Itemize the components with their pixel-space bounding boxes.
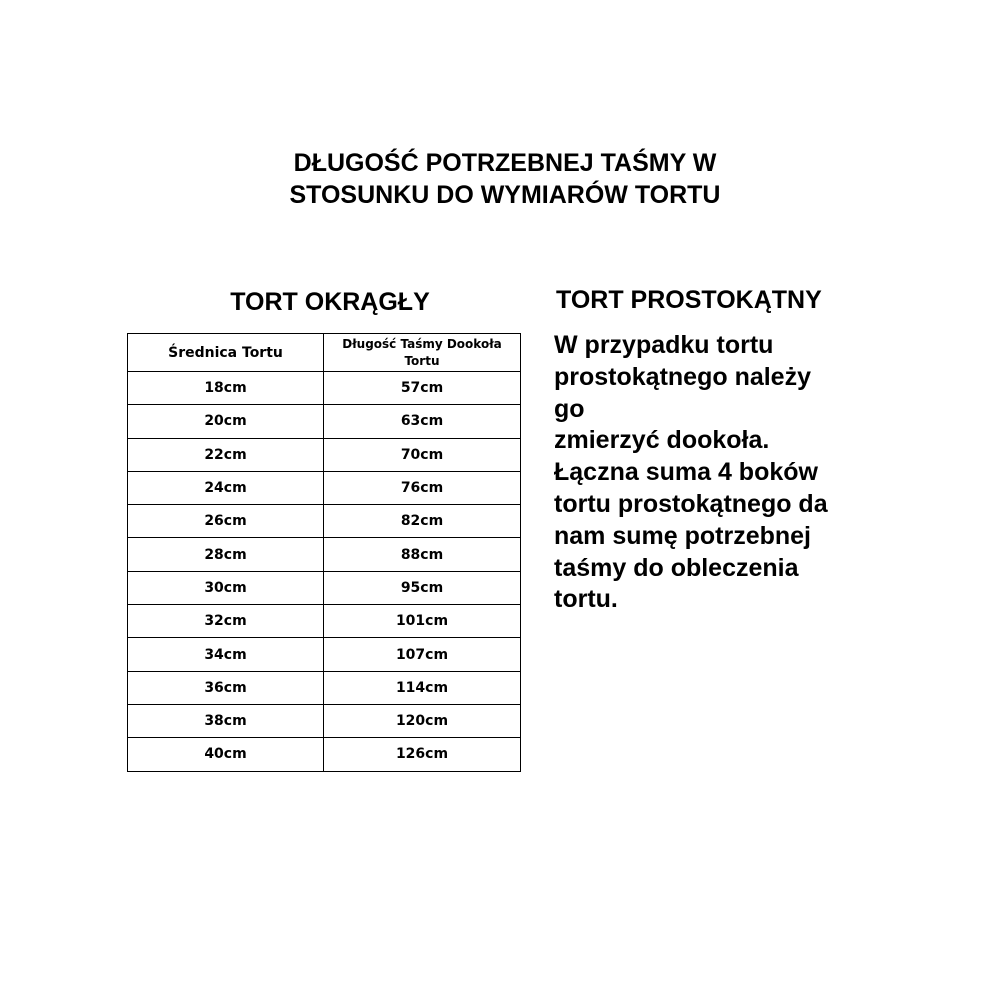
- ribbon-length-cell: 63cm: [324, 405, 521, 438]
- page-title-line-2: STOSUNKU DO WYMIARÓW TORTU: [289, 181, 721, 209]
- table-row: [128, 438, 521, 471]
- ribbon-length-cell: 114cm: [324, 671, 521, 704]
- diameter-cell: 34cm: [128, 638, 324, 671]
- diameter-cell: 26cm: [128, 505, 324, 538]
- diameter-cell: 22cm: [128, 438, 324, 471]
- table-row: [128, 738, 521, 771]
- table-row: [128, 405, 521, 438]
- ribbon-length-cell: 107cm: [324, 638, 521, 671]
- table-row: [128, 638, 521, 671]
- ribbon-length-cell: 120cm: [324, 704, 521, 737]
- rectangular-cake-heading: TORT PROSTOKĄTNY: [556, 286, 822, 314]
- table-row: [128, 704, 521, 737]
- table-header-row: [128, 334, 521, 372]
- instruction-line: zmierzyć dookoła.: [554, 426, 770, 455]
- diameter-cell: 28cm: [128, 538, 324, 571]
- ribbon-length-table: [127, 333, 521, 772]
- page-title: [0, 147, 996, 211]
- table-row: [128, 605, 521, 638]
- ribbon-length-cell: 57cm: [324, 372, 521, 405]
- diameter-cell: 20cm: [128, 405, 324, 438]
- diameter-cell: 24cm: [128, 471, 324, 504]
- table-row: [128, 538, 521, 571]
- table-row: [128, 471, 521, 504]
- ribbon-length-cell: 88cm: [324, 538, 521, 571]
- instruction-line: prostokątnego należy: [554, 362, 811, 391]
- diameter-cell: 32cm: [128, 605, 324, 638]
- ribbon-length-cell: 95cm: [324, 571, 521, 604]
- instruction-line: go: [554, 394, 585, 423]
- instruction-line: W przypadku tortu: [554, 331, 774, 359]
- table-row: [128, 505, 521, 538]
- diameter-cell: 36cm: [128, 671, 324, 704]
- rectangular-cake-instructions: [554, 330, 874, 616]
- column-header-diameter: Średnica Tortu: [128, 334, 324, 372]
- ribbon-length-cell: 70cm: [324, 438, 521, 471]
- instruction-line: nam sumę potrzebnej: [554, 521, 811, 550]
- diameter-cell: 30cm: [128, 571, 324, 604]
- diameter-cell: 40cm: [128, 738, 324, 771]
- table-row: [128, 671, 521, 704]
- ribbon-length-cell: 82cm: [324, 505, 521, 538]
- instruction-line: taśmy do obleczenia: [554, 553, 799, 582]
- column-header-ribbon-length: Długość Taśmy Dookoła Tortu: [324, 334, 521, 372]
- page-title-line-1: DŁUGOŚĆ POTRZEBNEJ TAŚMY W: [293, 149, 717, 177]
- instruction-line: tortu.: [554, 585, 618, 614]
- instruction-line: tortu prostokątnego da: [554, 489, 828, 518]
- ribbon-length-cell: 76cm: [324, 471, 521, 504]
- diameter-cell: 38cm: [128, 704, 324, 737]
- ribbon-length-cell: 101cm: [324, 605, 521, 638]
- diameter-cell: 18cm: [128, 372, 324, 405]
- round-cake-heading: TORT OKRĄGŁY: [230, 288, 430, 316]
- table-row: [128, 372, 521, 405]
- ribbon-length-cell: 126cm: [324, 738, 521, 771]
- instruction-line: Łączna suma 4 boków: [554, 458, 818, 487]
- table-row: [128, 571, 521, 604]
